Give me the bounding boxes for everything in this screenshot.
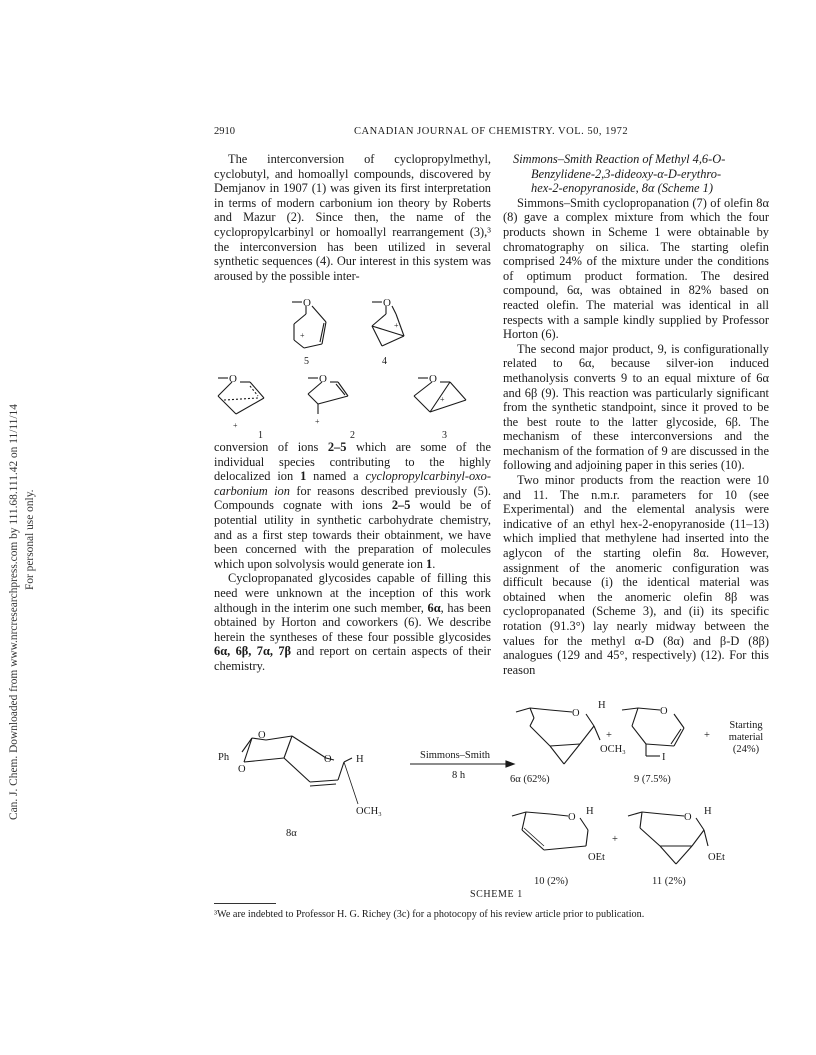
ion-1-label: 1 xyxy=(258,430,263,441)
ion-3-label: 3 xyxy=(442,430,447,441)
text-run: for reasons described previously (5). Compounds cognate with ions xyxy=(214,483,491,513)
column-left-top xyxy=(214,152,491,283)
ring-oxygen-11: O xyxy=(684,812,692,823)
ion-5-charge: + xyxy=(300,331,305,340)
ion-2-charge: + xyxy=(315,417,320,426)
ion-1-charge: + xyxy=(233,421,238,430)
ion-3-oxygen: O xyxy=(429,373,437,385)
methoxy-label-8a: OCH₃ xyxy=(356,806,382,817)
anomeric-h-11: H xyxy=(704,806,712,817)
ring-oxygen-9: O xyxy=(660,706,668,717)
compound-ref: 6α, 6β, 7α, 7β xyxy=(214,644,292,659)
section-title-line: Simmons–Smith Reaction of Methyl 4,6-O- xyxy=(513,152,726,166)
ion-2-structure xyxy=(308,378,348,414)
footnote-rule xyxy=(214,903,276,904)
text-run: . xyxy=(432,556,436,571)
reagent-label: Simmons–Smith xyxy=(420,750,491,761)
text-run: named a xyxy=(306,469,366,484)
ion-4-oxygen: O xyxy=(383,297,391,309)
ethoxy-label-11: OEt xyxy=(708,852,725,863)
phenyl-label: Ph xyxy=(218,752,230,763)
footnote: ³We are indebted to Professor H. G. Richey (3c) for a photocopy of his review article prior to publication. xyxy=(214,909,645,920)
text-run: conversion of ions xyxy=(214,440,328,454)
starting-material-yield: (24%) xyxy=(732,744,760,755)
ion-2-label: 2 xyxy=(350,430,355,441)
acetal-oxygen-bottom: O xyxy=(238,764,246,775)
glycosides-paragraph xyxy=(214,571,491,673)
text-run: , has been obtained by Horton and coworkers (6). We describe herein the syntheses of these four possible glycosides xyxy=(214,600,492,644)
ion-1-structure xyxy=(218,378,264,414)
text-run: Cyclopropanated glycosides capable of filling this need were unknown at the inception of this work although in the interim one such member, xyxy=(214,571,491,615)
ion-4-charge: + xyxy=(394,321,399,330)
text-run: and report on certain aspects of their chemistry. xyxy=(214,644,491,673)
compound-8a-structure xyxy=(242,736,358,804)
ion-2-oxygen: O xyxy=(319,373,327,385)
compound-ref: 1 xyxy=(426,556,433,571)
text-run: which are some of the individual species contributing to the highly delocalized ion xyxy=(214,440,491,484)
compound-8a-label: 8α xyxy=(286,828,297,839)
results-paragraph-1: Simmons–Smith cyclopropanation (7) of olefin 8α (8) gave a complex mixture from which the four products shown in Scheme 1 were obtainable by chromatography on silica. The starting olefin comprised 24% of the mixture under the conditions of optimum product formation. The desired compound, 6α, was obtained in 82% based on reacted olefin. The material was identical in all respects with a sample kindly supplied by Professor Horton (6). xyxy=(503,195,769,342)
column-right xyxy=(503,152,769,677)
plus-sign: + xyxy=(704,730,710,741)
ions-paragraph xyxy=(214,440,491,571)
term-italic: cyclopropylcarbinyl-oxo-carbonium ion xyxy=(214,469,491,498)
download-notice xyxy=(6,260,46,820)
compound-ref: 2–5 xyxy=(391,498,411,513)
compound-ref: 2–5 xyxy=(327,440,347,454)
compound-ref: 6α xyxy=(427,600,441,615)
compound-11-label: 11 (2%) xyxy=(652,876,686,887)
ring-oxygen-6a: O xyxy=(572,708,580,719)
section-title xyxy=(503,152,769,196)
column-left-bottom xyxy=(214,440,491,674)
page-number: 2910 xyxy=(214,126,235,137)
ion-5-label: 5 xyxy=(304,356,309,367)
starting-material-line2: material xyxy=(728,732,764,743)
anomeric-h-6a: H xyxy=(598,700,606,711)
section-title-line: hex-2-enopyranoside, 8α (Scheme 1) xyxy=(531,181,713,196)
text-run: would be of potential utility in synthetic carbohydrate chemistry, and as a first step towards their obtainment, we have been concerned with the preparation of molecules which upon solvolysis would generate ion xyxy=(214,498,492,571)
ion-1-oxygen: O xyxy=(229,373,237,385)
results-paragraph-2: The second major product, 9, is configurationally related to 6α, because silver-ion induced methanolysis converts 9 to an equal mixture of 6α and 6β (9). This reaction was particularly significant from the synthetic standpoint, since it proved to be the best route to the latter glycoside, 6β. The mechanism of these interconversions and the mechanism of the formation of 9 are discussed in the following and adjoining paper in this series (10). xyxy=(503,341,769,473)
ring-oxygen-8a: O xyxy=(324,754,332,765)
anomeric-h-8a: H xyxy=(356,754,364,765)
compound-11-structure xyxy=(628,812,708,864)
plus-sign: + xyxy=(606,730,612,741)
compound-10-label: 10 (2%) xyxy=(534,876,569,887)
ion-4-label: 4 xyxy=(382,356,387,367)
methoxy-label-6a: OCH₃ xyxy=(600,744,626,755)
acetal-oxygen-top: O xyxy=(258,730,266,741)
running-title: CANADIAN JOURNAL OF CHEMISTRY. VOL. 50, 1972 xyxy=(354,126,629,137)
compound-6a-structure xyxy=(516,708,600,764)
download-notice-line2: For personal use only. xyxy=(24,489,36,590)
plus-sign: + xyxy=(612,834,618,845)
compound-9-label: 9 (7.5%) xyxy=(634,774,671,785)
compound-6a-label: 6α (62%) xyxy=(510,774,550,785)
anomeric-h-10: H xyxy=(586,806,594,817)
results-paragraph-3: Two minor products from the reaction were 10 and 11. The n.m.r. parameters for 10 (see Experimental) and the elemental analysis were indicative of an ethyl hex-2-enopyranoside (11–13) which implied that methylene had inserted into the aglycon of the starting olefin 8α. However, assignment of the anomeric configuration was difficult because (i) the identical material was obtained when the anomeric olefin 8β was cyclopropanated (Scheme 3), and (ii) its specific rotation (91.3°) lay nearly midway between the values for the methyl α-D (8α) and β-D (8β) analogues (129 and 45°, respectively) (12). For this reason xyxy=(503,473,769,677)
scheme-caption: SCHEME 1 xyxy=(470,889,523,900)
scheme-1-diagram xyxy=(214,700,784,890)
reaction-time-label: 8 h xyxy=(452,770,466,781)
starting-material-line1: Starting xyxy=(729,720,763,731)
compound-ref: 1 xyxy=(300,469,307,484)
download-notice-line1: Can. J. Chem. Downloaded from www.nrcresearchpress.com by 111.68.111.42 on 11/11/14 xyxy=(8,404,20,820)
iodine-label-9: I xyxy=(662,752,666,763)
ring-oxygen-10: O xyxy=(568,812,576,823)
ion-5-oxygen: O xyxy=(303,297,311,309)
ethoxy-label-10: OEt xyxy=(588,852,605,863)
section-title-line: Benzylidene-2,3-dideoxy-α-D-erythro- xyxy=(531,166,722,181)
ion-3-charge: + xyxy=(440,395,445,404)
intro-paragraph: The interconversion of cyclopropylmethyl, cyclobutyl, and homoallyl compounds, discovered by Demjanov in 1907 (1) was given its first interpretation in terms of modern carbonium ion theory by Roberts and Mazur (2). Since then, the name of the cyclopropylcarbinyl or homoallyl rearrangement (3),³ the interconversion has been utilized in several synthetic sequences (4). Our interest in this system was aroused by the possible inter- xyxy=(214,152,491,283)
compound-9-structure xyxy=(622,708,684,756)
compound-10-structure xyxy=(512,812,588,850)
ion-structures xyxy=(214,296,491,446)
